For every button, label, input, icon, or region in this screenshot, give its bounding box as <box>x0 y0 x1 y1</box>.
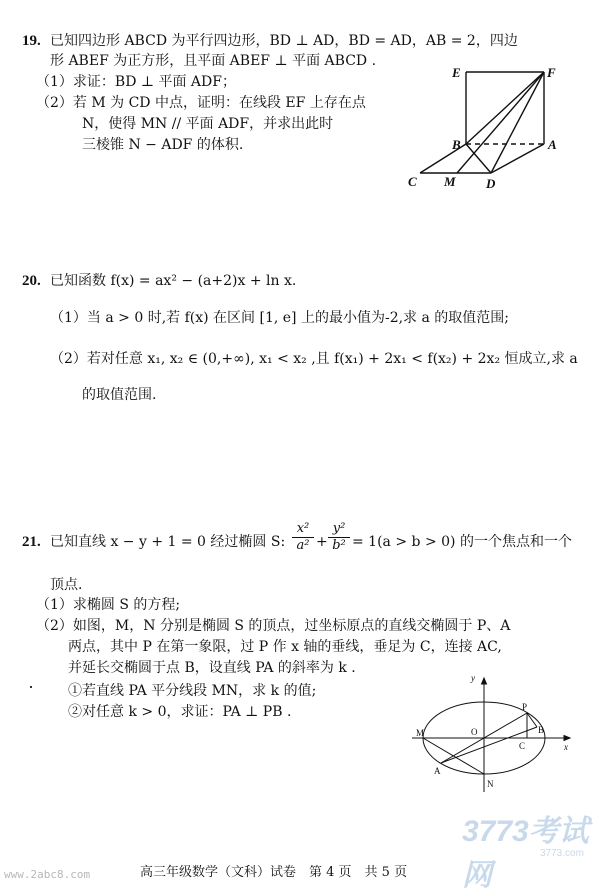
figure-19-label-m: M <box>444 174 456 189</box>
figure-19-label-a: A <box>548 137 557 152</box>
footer-watermark-url: www.2abc8.com <box>4 868 91 881</box>
fraction-2-numerator: y² <box>332 521 346 536</box>
question-20-part-2-line-1: （2）若对任意 x₁, x₂ ∈ (0,+∞), x₁ < x₂ ,且 f(x₁) + 2x₁ < f(x₂) + 2x₂ 恒成立,求 a <box>50 351 578 367</box>
figure-21-label-x: x <box>564 742 568 752</box>
figure-19-label-e: E <box>452 65 461 80</box>
question-19-part-2-line-3: 三棱锥 N − ADF 的体积. <box>82 137 244 153</box>
question-21-part-1: （1）求椭圆 S 的方程; <box>36 597 181 613</box>
question-21-part-2-line-3: 并延长交椭圆于点 B，设直线 PA 的斜率为 k . <box>68 660 356 676</box>
fraction-x-over-a <box>292 521 314 554</box>
figure-21-label-b: B <box>538 725 545 735</box>
question-21-ellipse-figure <box>410 670 575 798</box>
figure-19-label-b: B <box>452 137 461 152</box>
question-21-part-2-line-1: （2）如图，M，N 分别是椭圆 S 的顶点，过坐标原点的直线交椭圆于 P、A <box>36 618 511 634</box>
question-21-part-2-line-2: 两点，其中 P 在第一象限，过 P 作 x 轴的垂线，垂足为 C，连接 AC, <box>68 639 502 655</box>
fraction-1-numerator: x² <box>296 521 310 536</box>
question-19-part-2-line-2: N，使得 MN // 平面 ADF，并求出此时 <box>82 116 334 132</box>
fraction-plus-sign: + <box>316 534 328 550</box>
question-19-line-2: 形 ABEF 为正方形，且平面 ABEF ⊥ 平面 ABCD . <box>50 53 377 69</box>
figure-19-label-f: F <box>547 65 556 80</box>
fraction-1-denominator: a² <box>292 537 314 554</box>
figure-21-label-c: C <box>519 741 526 751</box>
question-19-figure <box>400 58 575 193</box>
question-19-line-1: 已知四边形 ABCD 为平行四边形，BD ⊥ AD，BD = AD，AB = 2，四边 <box>50 33 518 49</box>
question-21-number: 21. <box>22 534 41 550</box>
question-19-part-1: （1）求证：BD ⊥ 平面 ADF； <box>36 74 236 90</box>
question-20-part-2-line-2: 的取值范围. <box>82 387 157 403</box>
figure-21-label-p: P <box>522 702 528 712</box>
question-19-part-2-line-1: （2）若 M 为 CD 中点，证明：在线段 EF 上存在点 <box>36 95 366 111</box>
fraction-y-over-b <box>328 521 350 554</box>
question-21-line-1-start: 已知直线 x − y + 1 = 0 经过椭圆 S: <box>50 534 286 550</box>
question-20-line-1: 已知函数 f(x) = ax² − (a+2)x + ln x. <box>50 273 297 289</box>
figure-21-label-m: M <box>416 728 425 738</box>
stray-dot <box>30 686 32 688</box>
question-20-number: 20. <box>22 273 41 289</box>
question-21-line-2: 顶点. <box>50 577 83 593</box>
question-21-subpart-2: ②对任意 k > 0，求证：PA ⊥ PB . <box>68 704 292 720</box>
question-20-part-1: （1）当 a > 0 时,若 f(x) 在区间 [1, e] 上的最小值为-2,求 a 的取值范围; <box>50 310 510 326</box>
figure-21-label-y: y <box>471 673 475 683</box>
figure-21-label-n: N <box>487 779 494 789</box>
figure-19-label-d: D <box>486 176 496 191</box>
question-19-number: 19. <box>22 33 41 49</box>
figure-21-label-a: A <box>434 766 441 776</box>
question-21-line-1-end: = 1(a > b > 0) 的一个焦点和一个 <box>352 534 572 550</box>
watermark-logo-sub: 3773.com <box>540 848 584 859</box>
watermark-logo: 3773考试网 <box>462 815 589 892</box>
figure-19-label-c: C <box>408 174 417 189</box>
footer-page-info: 高三年级数学（文科）试卷 第 4 页 共 5 页 <box>140 865 408 880</box>
figure-21-label-o: O <box>471 727 478 737</box>
fraction-2-denominator: b² <box>328 537 350 554</box>
question-21-subpart-1: ①若直线 PA 平分线段 MN，求 k 的值; <box>68 683 317 699</box>
